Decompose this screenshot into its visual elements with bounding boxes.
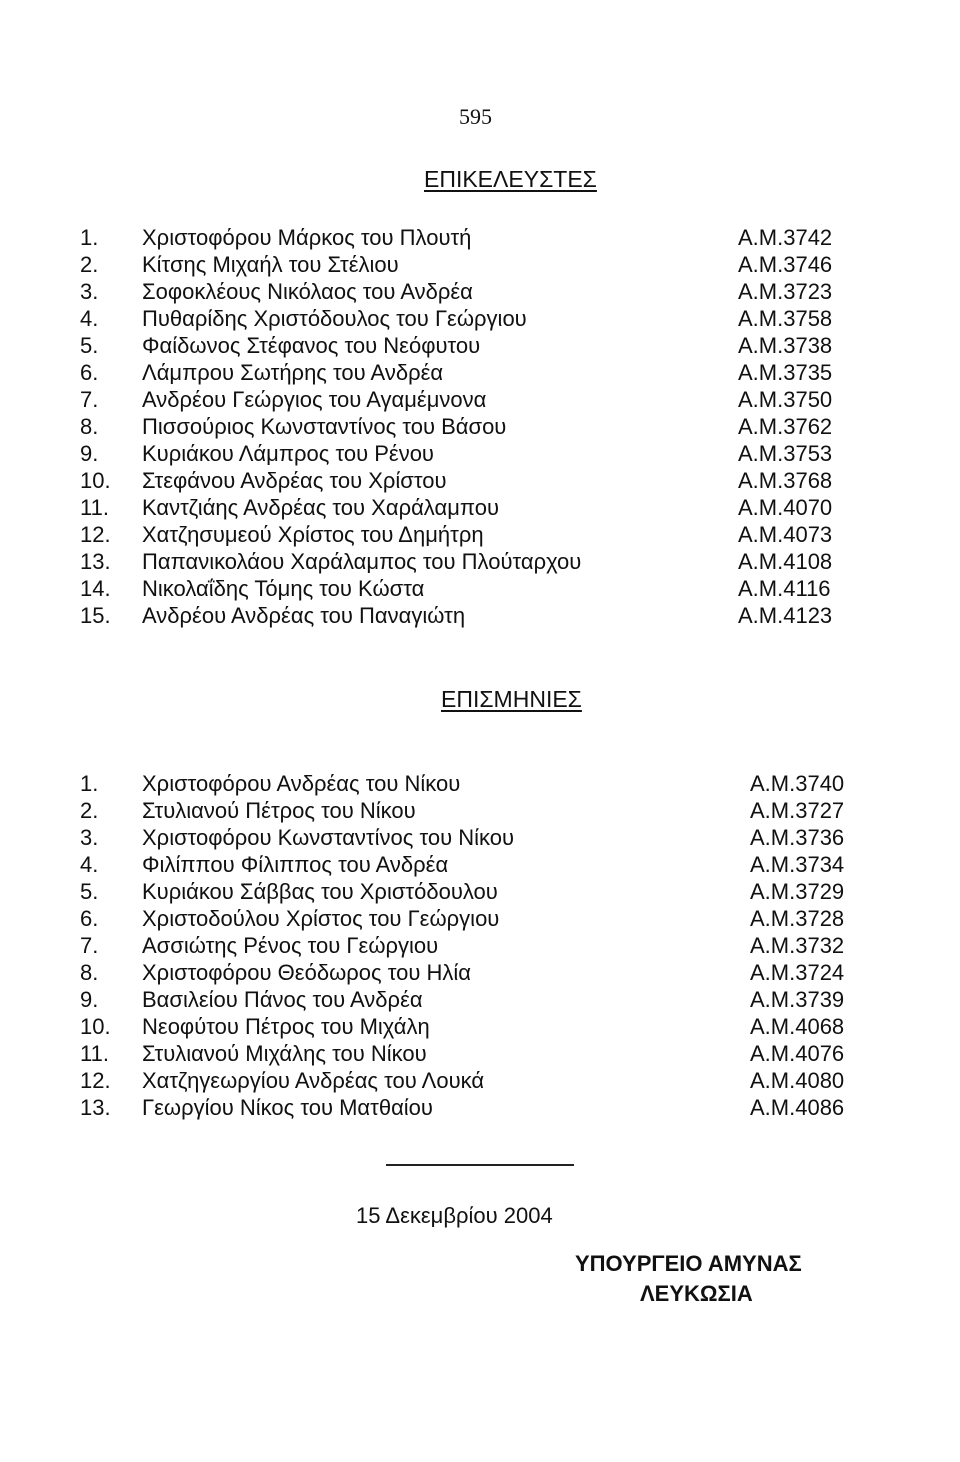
item-number: 10.	[80, 1014, 111, 1039]
item-name: Χριστοφόρου Ανδρέας του Νίκου	[142, 771, 461, 796]
item-am: Α.Μ.3728	[750, 906, 845, 931]
list-item	[0, 279, 960, 305]
item-name: Κίτσης Μιχαήλ του Στέλιου	[142, 252, 399, 277]
item-name: Χριστοδούλου Χρίστος του Γεώργιου	[142, 906, 500, 931]
list-item	[0, 1095, 960, 1121]
item-am: Α.Μ.3762	[738, 414, 833, 439]
item-number: 7.	[80, 933, 99, 958]
item-am: Α.Μ.4086	[750, 1095, 845, 1120]
signature-city: ΛΕΥΚΩΣΙΑ	[640, 1281, 753, 1306]
item-am: Α.Μ.4068	[750, 1014, 845, 1039]
list-item	[0, 825, 960, 851]
item-number: 13.	[80, 1095, 111, 1120]
item-name: Λάμπρου Σωτήρης του Ανδρέα	[142, 360, 444, 385]
item-name: Σοφοκλέους Νικόλαος του Ανδρέα	[142, 279, 473, 304]
item-am: Α.Μ.3736	[750, 825, 845, 850]
item-am: Α.Μ.3746	[738, 252, 833, 277]
item-name: Στυλιανού Πέτρος του Νίκου	[142, 798, 416, 823]
item-number: 8.	[80, 960, 99, 985]
item-name: Φαίδωνος Στέφανος του Νεόφυτου	[142, 333, 481, 358]
list-item	[0, 522, 960, 548]
item-name: Κυριάκου Λάμπρος του Ρένου	[142, 441, 434, 466]
item-am: Α.Μ.3727	[750, 798, 845, 823]
list-item	[0, 495, 960, 521]
item-number: 2.	[80, 798, 99, 823]
list-item	[0, 987, 960, 1013]
item-name: Καντζιάης Ανδρέας του Χαράλαμπου	[142, 495, 500, 520]
item-number: 6.	[80, 906, 99, 931]
list-item	[0, 225, 960, 251]
item-am: Α.Μ.3740	[750, 771, 845, 796]
item-name: Ανδρέου Γεώργιος του Αγαμέμνονα	[142, 387, 487, 412]
item-number: 9.	[80, 987, 99, 1012]
item-am: Α.Μ.3735	[738, 360, 833, 385]
list-item	[0, 960, 960, 986]
page-number: 595	[459, 104, 492, 129]
item-am: Α.Μ.3753	[738, 441, 833, 466]
item-name: Φιλίππου Φίλιππος του Ανδρέα	[142, 852, 449, 877]
item-name: Στεφάνου Ανδρέας του Χρίστου	[142, 468, 447, 493]
item-number: 4.	[80, 852, 99, 877]
item-name: Ασσιώτης Ρένος του Γεώργιου	[142, 933, 439, 958]
item-name: Πυθαρίδης Χριστόδουλος του Γεώργιου	[142, 306, 527, 331]
list-item	[0, 1014, 960, 1040]
item-am: Α.Μ.4080	[750, 1068, 845, 1093]
list-item	[0, 879, 960, 905]
list-item	[0, 333, 960, 359]
item-number: 5.	[80, 333, 99, 358]
list-item	[0, 1068, 960, 1094]
item-am: Α.Μ.3732	[750, 933, 845, 958]
section-heading-epikeleustes: ΕΠΙΚΕΛΕΥΣΤΕΣ	[424, 166, 597, 192]
item-name: Ανδρέου Ανδρέας του Παναγιώτη	[142, 603, 466, 628]
list-item	[0, 933, 960, 959]
item-am: Α.Μ.3758	[738, 306, 833, 331]
item-am: Α.Μ.4123	[738, 603, 833, 628]
list-item	[0, 549, 960, 575]
item-number: 2.	[80, 252, 99, 277]
item-name: Πισσούριος Κωνσταντίνος του Βάσου	[142, 414, 507, 439]
item-name: Χατζησυμεού Χρίστος του Δημήτρη	[142, 522, 484, 547]
list-item	[0, 387, 960, 413]
item-am: Α.Μ.3723	[738, 279, 833, 304]
item-number: 11.	[80, 1041, 109, 1066]
item-am: Α.Μ.3768	[738, 468, 833, 493]
item-am: Α.Μ.3738	[738, 333, 833, 358]
item-number: 1.	[80, 225, 99, 250]
item-am: Α.Μ.3729	[750, 879, 845, 904]
item-am: Α.Μ.4070	[738, 495, 833, 520]
item-number: 3.	[80, 279, 99, 304]
list-item	[0, 1041, 960, 1067]
item-number: 12.	[80, 1068, 111, 1093]
item-am: Α.Μ.3724	[750, 960, 845, 985]
item-am: Α.Μ.4116	[738, 576, 831, 601]
item-name: Γεωργίου Νίκος του Ματθαίου	[142, 1095, 433, 1120]
item-name: Νεοφύτου Πέτρος του Μιχάλη	[142, 1014, 430, 1039]
item-name: Χριστοφόρου Κωνσταντίνος του Νίκου	[142, 825, 514, 850]
list-item	[0, 468, 960, 494]
item-name: Παπανικολάου Χαράλαμπος του Πλούταρχου	[142, 549, 582, 574]
item-am: Α.Μ.3734	[750, 852, 845, 877]
list-item	[0, 360, 960, 386]
item-number: 15.	[80, 603, 111, 628]
item-number: 7.	[80, 387, 99, 412]
divider-rule	[386, 1164, 574, 1166]
item-name: Βασιλείου Πάνος του Ανδρέα	[142, 987, 423, 1012]
item-number: 9.	[80, 441, 99, 466]
item-am: Α.Μ.3739	[750, 987, 845, 1012]
item-am: Α.Μ.4108	[738, 549, 833, 574]
list-item	[0, 306, 960, 332]
list-item	[0, 906, 960, 932]
item-number: 10.	[80, 468, 111, 493]
list-item	[0, 414, 960, 440]
list-item	[0, 798, 960, 824]
item-name: Κυριάκου Σάββας του Χριστόδουλου	[142, 879, 498, 904]
list-item	[0, 576, 960, 602]
section-heading-episminies: ΕΠΙΣΜΗΝΙΕΣ	[441, 686, 582, 712]
item-name: Χατζηγεωργίου Ανδρέας του Λουκά	[142, 1068, 485, 1093]
item-am: Α.Μ.3750	[738, 387, 833, 412]
list-item	[0, 252, 960, 278]
item-name: Χριστοφόρου Μάρκος του Πλουτή	[142, 225, 472, 250]
item-number: 5.	[80, 879, 99, 904]
item-number: 3.	[80, 825, 99, 850]
list-item	[0, 771, 960, 797]
item-number: 6.	[80, 360, 99, 385]
item-number: 13.	[80, 549, 111, 574]
item-am: Α.Μ.4073	[738, 522, 833, 547]
list-item	[0, 603, 960, 629]
item-name: Στυλιανού Μιχάλης του Νίκου	[142, 1041, 427, 1066]
item-am: Α.Μ.3742	[738, 225, 833, 250]
item-name: Νικολαΐδης Τόμης του Κώστα	[142, 576, 425, 601]
item-number: 8.	[80, 414, 99, 439]
document-date: 15 Δεκεμβρίου 2004	[356, 1203, 553, 1228]
item-am: Α.Μ.4076	[750, 1041, 845, 1066]
list-item	[0, 441, 960, 467]
list-item	[0, 852, 960, 878]
item-number: 12.	[80, 522, 111, 547]
item-number: 11.	[80, 495, 109, 520]
item-name: Χριστοφόρου Θεόδωρος του Ηλία	[142, 960, 471, 985]
item-number: 1.	[80, 771, 99, 796]
item-number: 14.	[80, 576, 111, 601]
signature-ministry: ΥΠΟΥΡΓΕΙΟ ΑΜΥΝΑΣ	[575, 1251, 802, 1276]
item-number: 4.	[80, 306, 99, 331]
